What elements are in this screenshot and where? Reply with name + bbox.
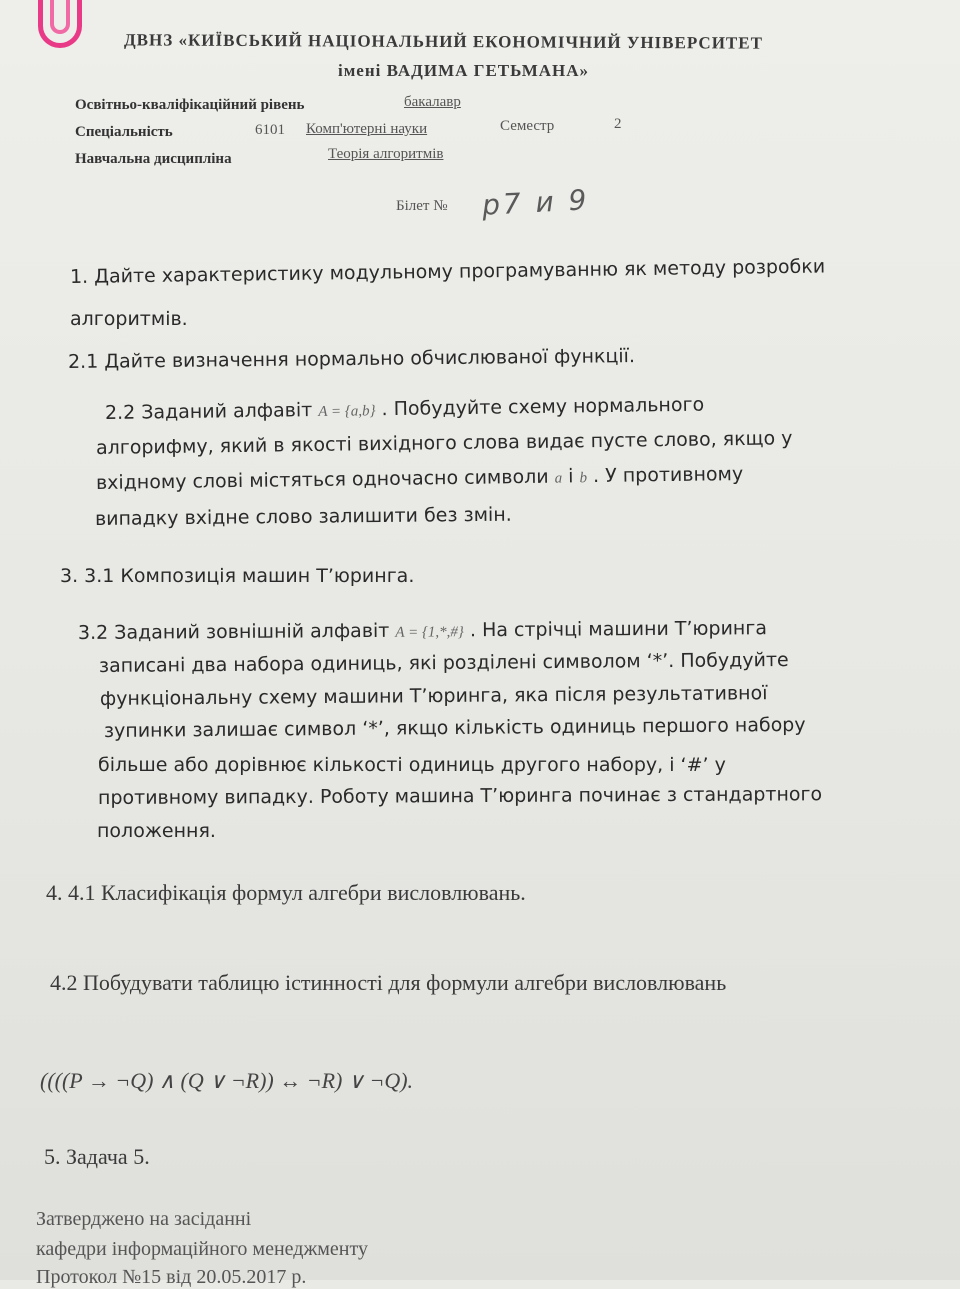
university-name-line2: імені ВАДИМА ГЕТЬМАНА» <box>338 61 590 80</box>
level-label: Освітньо-кваліфікаційний рівень <box>75 97 305 113</box>
ticket-label: Білет № <box>396 198 448 214</box>
ticket-number-handwritten: р7 и 9 <box>481 183 591 222</box>
question-3-2-line5: більше або дорівнює кількості одиниць другого набору, і ‘#’ у <box>98 754 726 776</box>
question-2-2-line3-start: вхідному слові містяться одночасно символи <box>95 465 549 494</box>
question-4-2: 4.2 Побудувати таблицю істинності для формули алгебри висловлювань <box>50 970 727 995</box>
question-5: 5. Задача 5. <box>44 1144 150 1169</box>
alphabet-formula-ab: A = {a,b} <box>318 403 376 421</box>
footer-approved-line1: Затверджено на засіданні <box>36 1208 252 1230</box>
question-3-2-line7: положення. <box>97 820 216 842</box>
question-4-1: 4. 4.1 Класифікація формул алгебри висловлювань. <box>46 880 526 905</box>
alphabet-formula-1star-hash: A = {1,*,#} <box>395 624 464 641</box>
question-3-1: 3. 3.1 Композиція машин Т’юринга. <box>60 565 415 587</box>
question-2-2-line1-start: 2.2 Заданий алфавіт <box>104 399 313 424</box>
semester-label: Семестр <box>500 118 555 134</box>
question-3-2-line6: противному випадку. Роботу машина Т’юринга починає з стандартного <box>97 783 823 809</box>
specialty-code: 6101 <box>255 122 285 138</box>
paper-clip-inner-icon <box>50 0 70 34</box>
question-2-1: 2.1 Дайте визначення нормально обчислюваної функції. <box>67 345 636 373</box>
question-3-2-line1-end: . На стрічці машини Т’юринга <box>469 617 768 642</box>
specialty-value: Комп'ютерні науки <box>306 121 428 137</box>
conjunction-i: і <box>568 465 574 488</box>
level-value: бакалавр <box>404 94 461 110</box>
footer-department-line2: кафедри інформаційного менеджменту <box>36 1238 368 1260</box>
footer-protocol-line3: Протокол №15 від 20.05.2017 р. <box>36 1266 307 1288</box>
university-name-line1: ДВНЗ «КИЇВСЬКИЙ НАЦІОНАЛЬНИЙ ЕКОНОМІЧНИЙ УНІВЕРСИТЕТ <box>123 30 764 53</box>
question-2-2-line4: випадку вхідне слово залишити без змін. <box>94 503 512 530</box>
question-3-2-line4: зупинки залишає символ ‘*’, якщо кількість одиниць першого набору <box>103 713 806 742</box>
discipline-value: Теорія алгоритмів <box>328 146 444 162</box>
question-1-line2: алгоритмів. <box>70 308 188 330</box>
question-2-2-line2: алгорифму, який в якості вихідного слова видає пусте слово, якщо у <box>95 427 793 459</box>
discipline-label: Навчальна дисципліна <box>75 151 232 167</box>
question-2-2-line1-end: . Побудуйте схему нормального <box>381 393 705 421</box>
question-3-2-line1-start: 3.2 Заданий зовнішній алфавіт <box>77 619 390 644</box>
question-3-2-line3: функціональну схему машини Т’юринга, яка після результативної <box>99 682 768 710</box>
question-2-2-line3-end: . У противному <box>592 462 744 488</box>
semester-value: 2 <box>614 116 622 132</box>
question-3-2-line2: записані два набора одиниць, які розділені символом ‘*’. Побудуйте <box>98 648 789 677</box>
symbol-a: a <box>554 470 563 487</box>
symbol-b: b <box>579 470 588 487</box>
question-1-line1: 1. Дайте характеристику модульному програмуванню як методу розробки <box>69 255 826 288</box>
specialty-label: Спеціальність <box>75 124 173 140</box>
logic-formula: ((((P → ¬Q) ∧ (Q ∨ ¬R)) ↔ ¬R) ∨ ¬Q). <box>40 1068 414 1093</box>
